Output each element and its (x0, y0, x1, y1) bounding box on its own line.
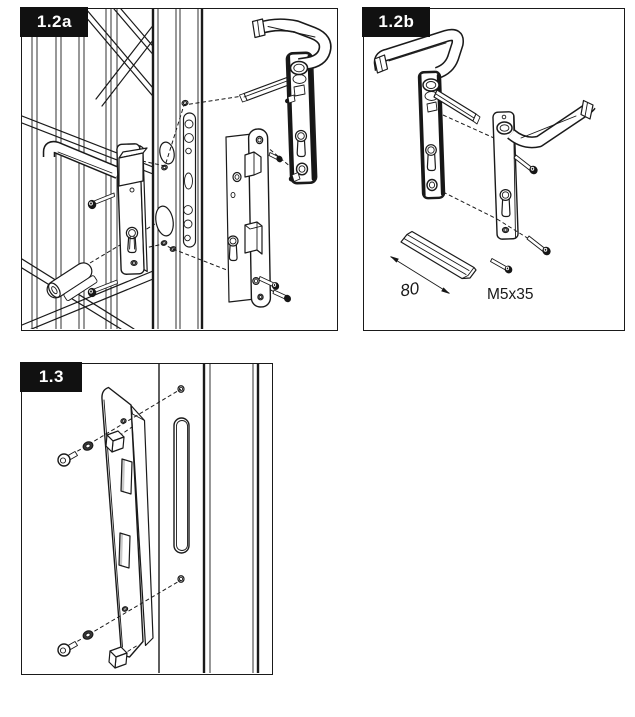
elongated-slot (174, 418, 189, 553)
exterior-euro-cutout (296, 131, 307, 157)
fixing-screw (514, 155, 539, 176)
door-stile-cutouts (154, 141, 177, 246)
strike-plate (102, 388, 153, 658)
interior-hub (497, 122, 512, 134)
clamp-block (109, 647, 127, 668)
exterior-handle-assembly (375, 35, 481, 198)
latch-bolt (245, 152, 261, 177)
spindle-bar-80 (401, 232, 476, 279)
deadbolt (245, 222, 262, 254)
strike-plate-mounting (22, 364, 271, 673)
panel-1-2b (363, 8, 625, 331)
exterior-handle-lever (375, 35, 458, 73)
post-screw-hole (178, 576, 184, 583)
clamp-block (106, 431, 124, 452)
fixing-screw (273, 290, 292, 303)
panel-1-3 (21, 363, 273, 675)
handle-pair-parts (364, 9, 623, 329)
fixing-screw (269, 153, 284, 164)
lock-euro-cutout (228, 236, 238, 261)
dimension-80-label: 80 (398, 278, 421, 301)
spindle-rod (240, 76, 295, 102)
step-label-1-2b: 1.2b (362, 7, 430, 37)
profile-cylinder (44, 260, 100, 308)
screw-spec-label: M5x35 (487, 286, 534, 303)
panel-1-2a (21, 8, 338, 331)
fixing-screw (86, 193, 114, 210)
euro-cylinder-cutout (126, 227, 137, 252)
step-label-1-3: 1.3 (20, 362, 82, 392)
step-label-1-2a: 1.2a (20, 7, 88, 37)
interior-handle-lever (511, 101, 593, 143)
screw-m5x35 (491, 259, 514, 275)
socket-screw (58, 452, 78, 467)
washer (82, 440, 94, 451)
backplate-screw-hole (131, 261, 137, 266)
door-edge-mortise-slot (170, 100, 196, 252)
interior-handle-assembly (493, 101, 593, 240)
washer (82, 629, 94, 640)
handle-lever (49, 147, 118, 173)
interior-handle-assembly (49, 144, 147, 275)
fixing-screw (527, 236, 552, 257)
socket-screw (58, 642, 78, 657)
exploded-view-handle-lock (22, 9, 336, 329)
